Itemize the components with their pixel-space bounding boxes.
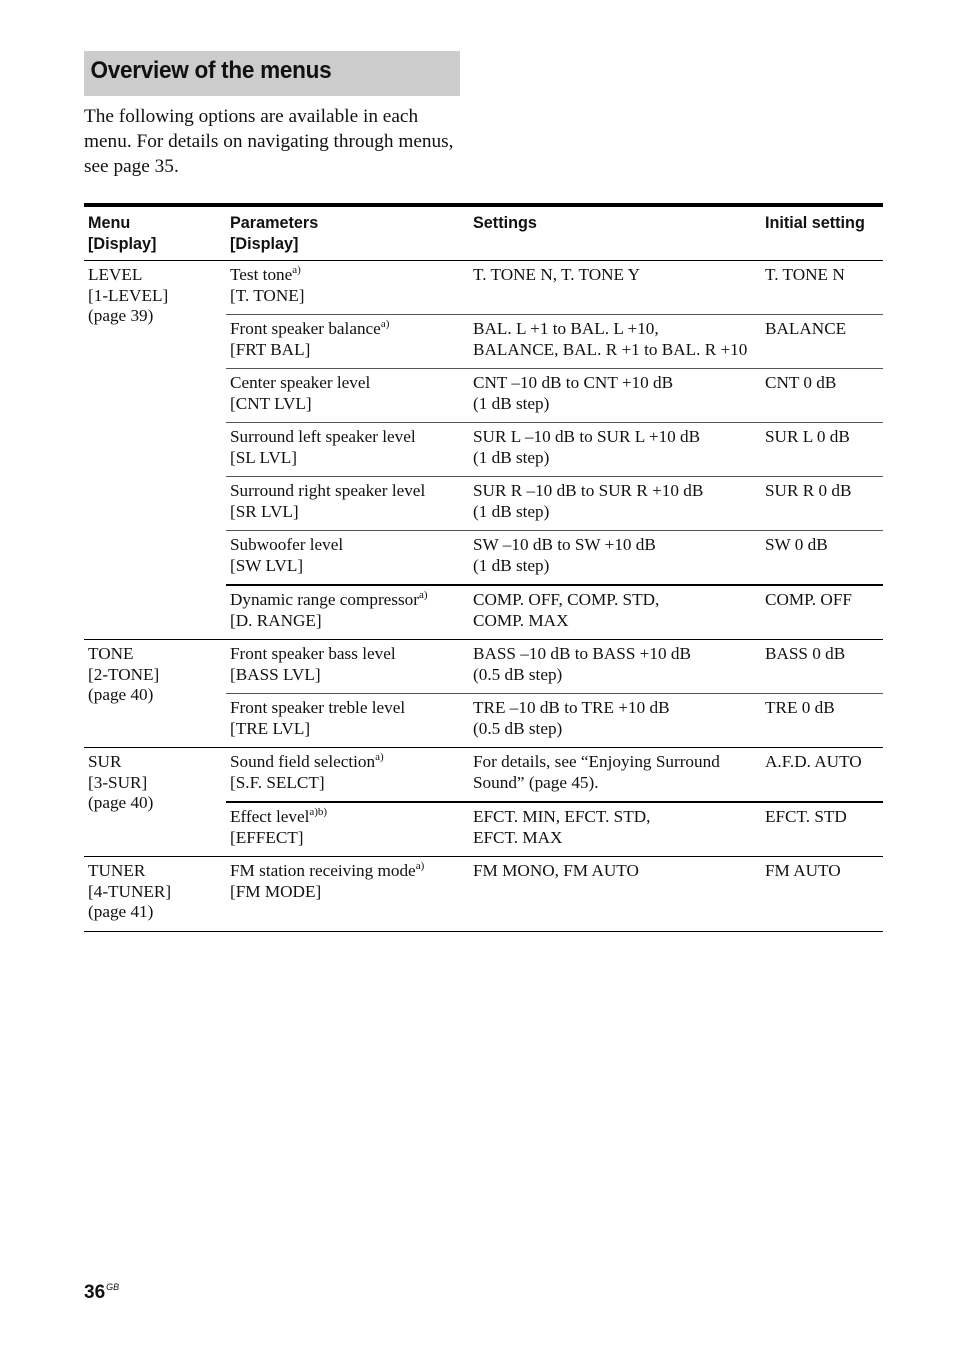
table-row	[84, 857, 883, 932]
settings-cell	[469, 748, 761, 803]
settings-line: SUR R –10 dB to SUR R +10 dB	[473, 481, 704, 500]
settings-line: (0.5 dB step)	[473, 664, 563, 684]
parameter-display: [TRE LVL]	[230, 718, 311, 738]
footnote-mark: a)	[419, 589, 428, 601]
settings-line: BASS –10 dB to BASS +10 dB	[473, 644, 691, 663]
parameter-name: Sound field selection	[230, 752, 376, 771]
page-suffix: GB	[106, 1282, 120, 1292]
settings-cell	[469, 802, 761, 857]
settings-line: SUR L –10 dB to SUR L +10 dB	[473, 427, 701, 446]
parameter-name: Front speaker treble level	[230, 698, 406, 717]
footnote-mark: a)b)	[309, 806, 328, 818]
header-parameters: Parameters [Display]	[230, 214, 319, 253]
settings-line: Sound” (page 45).	[473, 772, 599, 792]
settings-line: EFCT. MAX	[473, 827, 563, 847]
parameter-name: Effect level	[230, 807, 310, 826]
header-settings: Settings	[473, 214, 537, 232]
settings-cell	[469, 477, 761, 531]
parameter-name: Front speaker balance	[230, 319, 381, 338]
settings-line: SW –10 dB to SW +10 dB	[473, 535, 656, 554]
initial-setting-cell: SUR L 0 dB	[761, 423, 883, 477]
settings-line: For details, see “Enjoying Surround	[473, 752, 720, 771]
menu-label: [3-SUR]	[88, 772, 148, 792]
settings-line: COMP. MAX	[473, 610, 569, 630]
parameter-display: [BASS LVL]	[230, 664, 321, 684]
parameter-cell	[226, 802, 469, 857]
table-body	[84, 261, 883, 932]
parameter-display: [FM MODE]	[230, 881, 322, 901]
settings-line: TRE –10 dB to TRE +10 dB	[473, 698, 670, 717]
parameter-display: [CNT LVL]	[230, 393, 312, 413]
parameter-name: Subwoofer level	[230, 535, 344, 554]
parameter-name: Test tone	[230, 265, 293, 284]
parameter-display: [D. RANGE]	[230, 610, 322, 630]
menu-cell	[84, 857, 226, 932]
settings-cell	[469, 640, 761, 694]
settings-line: CNT –10 dB to CNT +10 dB	[473, 373, 674, 392]
parameter-display: [S.F. SELCT]	[230, 772, 325, 792]
parameter-display: [T. TONE]	[230, 285, 305, 305]
settings-line: BAL. L +1 to BAL. L +10,	[473, 319, 659, 338]
footnote-mark: a)	[415, 860, 425, 872]
parameter-cell	[226, 477, 469, 531]
parameter-cell	[226, 585, 469, 640]
header-menu: Menu [Display]	[88, 214, 157, 253]
parameter-cell	[226, 369, 469, 423]
initial-setting-cell: A.F.D. AUTO	[761, 748, 883, 803]
initial-setting-cell: T. TONE N	[761, 261, 883, 315]
settings-line: COMP. OFF, COMP. STD,	[473, 590, 660, 609]
page-title: Overview of the menus	[90, 57, 332, 84]
menu-cell	[84, 261, 226, 640]
header-initial-setting: Initial setting	[765, 214, 865, 232]
initial-setting-cell: COMP. OFF	[761, 585, 883, 640]
initial-setting-cell: BASS 0 dB	[761, 640, 883, 694]
parameter-cell	[226, 640, 469, 694]
settings-line: (0.5 dB step)	[473, 718, 563, 738]
menu-overview-table	[84, 203, 883, 932]
parameter-cell	[226, 423, 469, 477]
menu-label: (page 40)	[88, 793, 154, 812]
settings-line: (1 dB step)	[473, 501, 550, 521]
settings-cell	[469, 857, 761, 932]
settings-line: T. TONE N, T. TONE Y	[473, 265, 641, 284]
parameter-cell	[226, 748, 469, 803]
menu-label: (page 41)	[88, 902, 154, 921]
menu-label: [2-TONE]	[88, 664, 160, 684]
settings-cell	[469, 369, 761, 423]
settings-line: (1 dB step)	[473, 393, 550, 413]
menu-label: (page 40)	[88, 685, 154, 704]
parameter-display: [SW LVL]	[230, 555, 304, 575]
parameter-name: Surround left speaker level	[230, 427, 416, 446]
settings-line: BALANCE, BAL. R +1 to BAL. R +10	[473, 339, 748, 359]
parameter-name: Dynamic range compressor	[230, 590, 419, 609]
menu-label: (page 39)	[88, 306, 154, 325]
menu-label: TONE	[88, 644, 134, 663]
menu-label: LEVEL	[88, 265, 143, 284]
settings-line: EFCT. MIN, EFCT. STD,	[473, 807, 651, 826]
table-row	[84, 261, 883, 315]
parameter-name: FM station receiving mode	[230, 861, 416, 880]
parameter-name: Surround right speaker level	[230, 481, 426, 500]
parameter-display: [EFFECT]	[230, 827, 304, 847]
menu-cell	[84, 748, 226, 857]
heading-box	[84, 51, 460, 96]
menu-label: [4-TUNER]	[88, 881, 172, 901]
settings-cell	[469, 694, 761, 748]
initial-setting-cell: BALANCE	[761, 315, 883, 369]
settings-line: (1 dB step)	[473, 555, 550, 575]
parameter-cell	[226, 315, 469, 369]
initial-setting-cell: CNT 0 dB	[761, 369, 883, 423]
parameter-name: Center speaker level	[230, 373, 371, 392]
parameter-cell	[226, 261, 469, 315]
initial-setting-cell: FM AUTO	[761, 857, 883, 932]
menu-label: TUNER	[88, 861, 146, 880]
settings-line: FM MONO, FM AUTO	[473, 861, 639, 880]
footnote-mark: a)	[292, 264, 301, 276]
parameter-display: [SR LVL]	[230, 501, 299, 521]
parameter-display: [SL LVL]	[230, 447, 297, 467]
initial-setting-cell: SW 0 dB	[761, 531, 883, 586]
parameter-cell	[226, 531, 469, 586]
initial-setting-cell: SUR R 0 dB	[761, 477, 883, 531]
settings-cell	[469, 531, 761, 586]
settings-cell	[469, 585, 761, 640]
parameter-display: [FRT BAL]	[230, 339, 311, 359]
settings-line: (1 dB step)	[473, 447, 550, 467]
menu-cell	[84, 640, 226, 748]
intro-paragraph: The following options are available in each menu. For details on navigating through menus, see page 35.	[84, 106, 454, 177]
table-row	[84, 748, 883, 803]
parameter-name: Front speaker bass level	[230, 644, 396, 663]
parameter-cell	[226, 857, 469, 932]
menu-label: [1-LEVEL]	[88, 285, 169, 305]
footnote-mark: a)	[380, 318, 390, 330]
page-number: $36^{GB}$	[84, 1282, 120, 1303]
parameter-cell	[226, 694, 469, 748]
menu-label: SUR	[88, 752, 122, 771]
settings-cell	[469, 315, 761, 369]
settings-cell	[469, 261, 761, 315]
initial-setting-cell: TRE 0 dB	[761, 694, 883, 748]
settings-cell	[469, 423, 761, 477]
table-row	[84, 640, 883, 694]
table-header-row	[84, 205, 883, 261]
initial-setting-cell: EFCT. STD	[761, 802, 883, 857]
footnote-mark: a)	[375, 751, 384, 763]
